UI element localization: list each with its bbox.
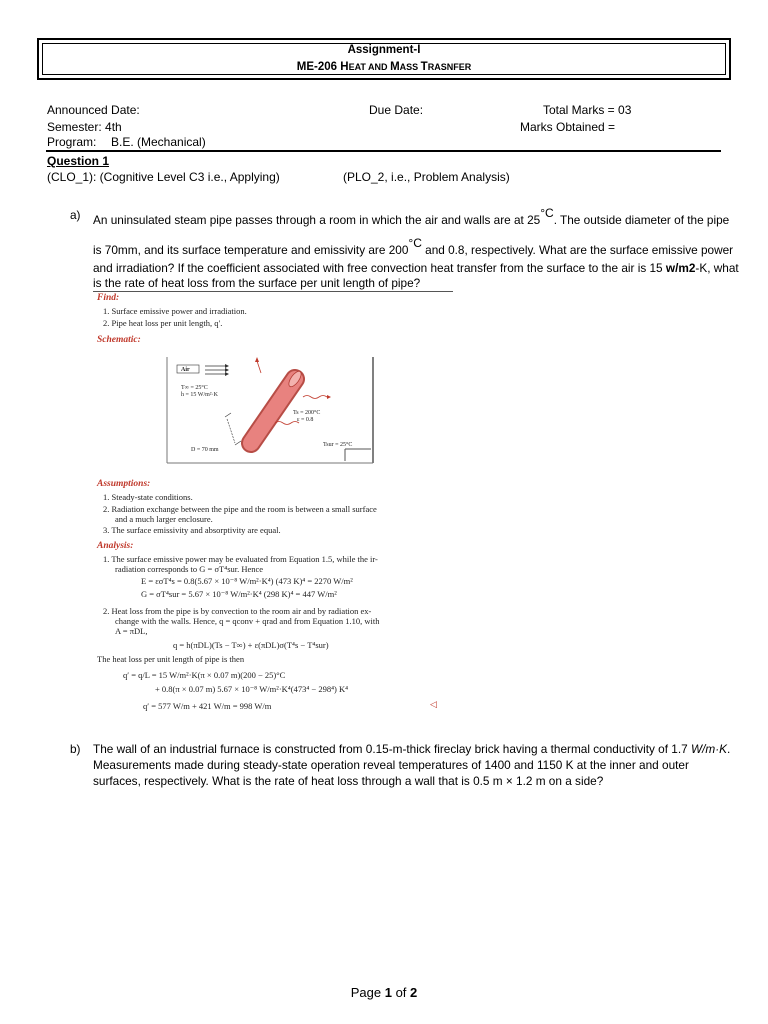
marks-obtained: Marks Obtained = bbox=[520, 120, 616, 134]
page-footer bbox=[0, 985, 768, 1000]
course-name-p1: EAT AND bbox=[348, 62, 391, 72]
equation-e: E = εσT⁴s = 0.8(5.67 × 10⁻⁸ W/m²·K⁴) (473 K)⁴ = 2270 W/m² bbox=[141, 576, 353, 586]
diameter-marker bbox=[225, 413, 241, 445]
course-name-p0: H bbox=[340, 61, 349, 73]
tsur-label: Tsur = 25°C bbox=[323, 442, 353, 448]
assumption-2b: and a much larger enclosure. bbox=[115, 514, 213, 524]
assumption-2a: 2. Radiation exchange between the pipe and the room is between a small surface bbox=[103, 504, 377, 514]
air-label: Air bbox=[181, 367, 190, 373]
find-item-2: 2. Pipe heat loss per unit length, q′. bbox=[103, 318, 223, 328]
t-inf-label: T∞ = 25°C bbox=[181, 385, 208, 391]
course-name-p4: T bbox=[420, 61, 428, 73]
analysis-2b: change with the walls. Hence, q = qconv + qrad and from Equation 1.10, with bbox=[115, 616, 380, 626]
analysis-1a: 1. The surface emissive power may be evaluated from Equation 1.5, while the ir- bbox=[103, 554, 378, 564]
part-a-label: a) bbox=[70, 208, 81, 222]
page-word: Page bbox=[350, 985, 385, 1000]
course-name-p5: RASNFER bbox=[427, 62, 472, 72]
equation-q: q = h(πDL)(Ts − T∞) + ε(πDL)σ(T⁴s − T⁴sur) bbox=[173, 640, 329, 650]
pipe-shape bbox=[251, 369, 303, 443]
equation-q2: + 0.8(π × 0.07 m) 5.67 × 10⁻⁸ W/m²·K⁴(473⁴ − 298⁴) K⁴ bbox=[155, 684, 349, 694]
schematic-heading: Schematic: bbox=[97, 335, 141, 345]
image-top-rule bbox=[93, 291, 453, 292]
course-name-p3: ASS bbox=[399, 62, 421, 72]
part-a-line2: is 70mm, and its surface temperature and emissivity are $200^{^\circ C}$ and 0.8, respectively. What are the surface emissive power bbox=[93, 236, 734, 257]
part-a-line4: is the rate of heat loss from the surface per unit length of pipe? bbox=[93, 276, 421, 290]
part-a-line3: and irradiation? If the coefficient associated with free convection heat transfer from the surface to the air is 15 w/m2-K, what bbox=[93, 261, 739, 275]
part-a-line1: An uninsulated steam pipe passes through a room in which the air and walls are at $25^{^\circ C}$. The outside diameter of the pipe bbox=[93, 206, 730, 227]
part-b-unit: W/m·K bbox=[690, 742, 728, 756]
equation-q3: q′ = 577 W/m + 421 W/m = 998 W/m bbox=[143, 701, 272, 711]
deg-c-2: °C bbox=[408, 236, 422, 250]
assignment-title: Assignment-I bbox=[347, 44, 421, 56]
program-value: B.E. (Mechanical) bbox=[111, 135, 206, 149]
part-a-unit: w/m2 bbox=[665, 261, 696, 275]
analysis-2a: 2. Heat loss from the pipe is by convection to the room air and by radiation ex- bbox=[103, 606, 372, 616]
program-label: Program: bbox=[47, 135, 97, 149]
page-total: 2 bbox=[410, 985, 418, 1000]
equation-q1: q′ = q/L = 15 W/m²·K(π × 0.07 m)(200 − 25)°C bbox=[123, 670, 286, 680]
find-heading: Find: bbox=[97, 293, 120, 303]
part-b-line1: The wall of an industrial furnace is constructed from 0.15-m-thick fireclay brick having a thermal conductivity of 1.7 W/m·K. bbox=[93, 742, 731, 756]
course-code: ME-206 bbox=[296, 61, 338, 73]
eps-label: ε = 0.8 bbox=[297, 417, 314, 423]
assumptions-heading: Assumptions: bbox=[97, 479, 151, 489]
total-marks: Total Marks = 03 bbox=[543, 103, 632, 117]
of-word: of bbox=[391, 985, 411, 1000]
header-rule bbox=[46, 150, 721, 152]
analysis-heading: Analysis: bbox=[97, 541, 134, 551]
part-b-label: b) bbox=[70, 742, 81, 756]
clo-text: (CLO_1): (Cognitive Level C3 i.e., Applying) bbox=[47, 170, 280, 184]
assumption-1: 1. Steady-state conditions. bbox=[103, 492, 193, 502]
ts-label: Ts = 200°C bbox=[293, 410, 321, 416]
analysis-1b: radiation corresponds to G = σT⁴sur. Hence bbox=[115, 564, 264, 574]
question-heading: Question 1 bbox=[47, 154, 110, 168]
part-b-line3: surfaces, respectively. What is the rate of heat loss through a wall that is 0.5 m × 1.2 m on a side? bbox=[93, 774, 604, 788]
assumption-3: 3. The surface emissivity and absorptivity are equal. bbox=[103, 525, 281, 535]
find-item-1: 1. Surface emissive power and irradiation. bbox=[103, 306, 247, 316]
title-box bbox=[37, 38, 731, 80]
solution-image bbox=[93, 291, 455, 719]
announced-date-label: Announced Date: bbox=[47, 103, 140, 117]
h-label: h = 15 W/m²·K bbox=[181, 392, 218, 398]
part-b-line2: Measurements made during steady-state operation reveal temperatures of 1400 and 1150 K at the inner and outer bbox=[93, 758, 689, 772]
semester: Semester: 4th bbox=[47, 120, 122, 134]
course-title bbox=[39, 61, 729, 73]
plo-text: (PLO_2, i.e., Problem Analysis) bbox=[343, 170, 510, 184]
due-date-label: Due Date: bbox=[369, 103, 424, 117]
per-length-text: The heat loss per unit length of pipe is then bbox=[97, 654, 245, 664]
deg-c-1: °C bbox=[540, 206, 554, 220]
course-name-p2: M bbox=[390, 61, 400, 73]
equation-g: G = σT⁴sur = 5.67 × 10⁻⁸ W/m²·K⁴ (298 K)⁴ = 447 W/m² bbox=[141, 589, 337, 599]
analysis-2c: A = πDL, bbox=[115, 626, 148, 636]
end-mark-icon: ◁ bbox=[430, 699, 437, 709]
d-label: D = 70 mm bbox=[191, 447, 219, 453]
page-number: 1 bbox=[384, 985, 392, 1000]
